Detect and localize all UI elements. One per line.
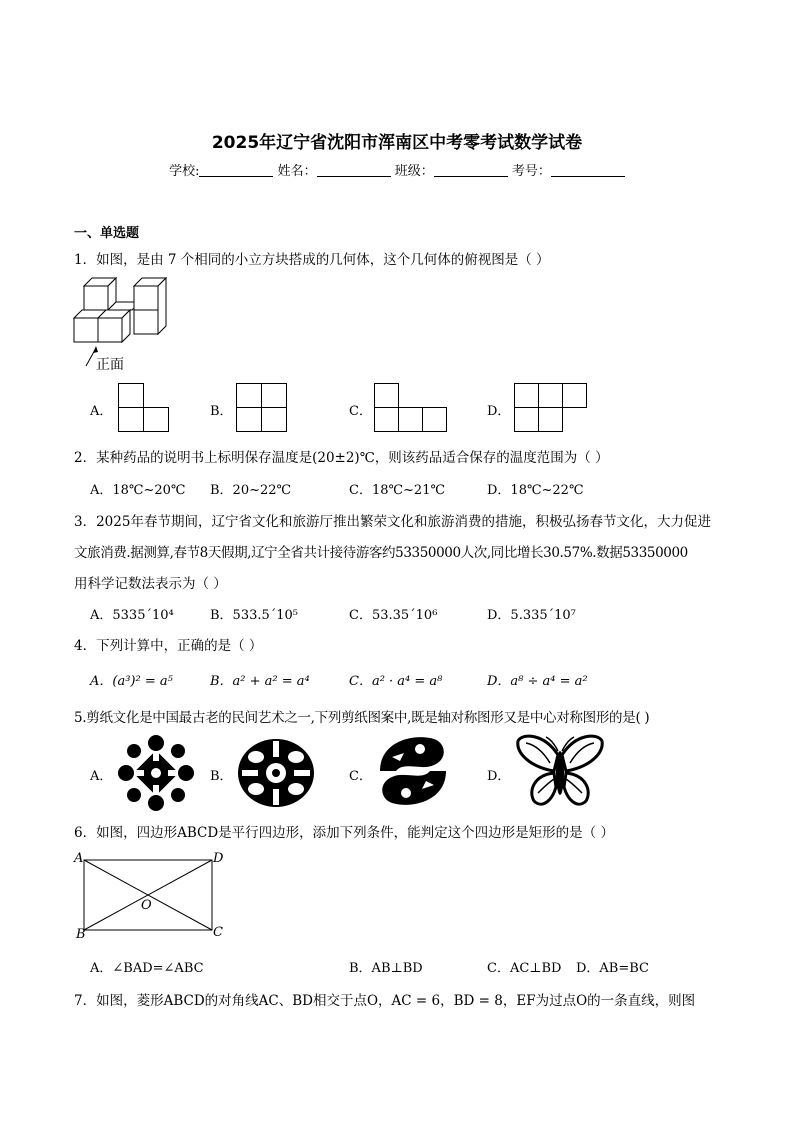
q1-text: 1．如图，是由 7 个相同的小立方块搭成的几何体，这个几何体的俯视图是（ ） xyxy=(74,252,550,268)
q6-option-d[interactable]: D．AB=BC xyxy=(576,961,649,976)
q2-text: 2．某种药品的说明书上标明保存温度是(20±2)℃，则该药品适合保存的温度范围为（ ） xyxy=(74,450,609,466)
q5-option-d-papercut xyxy=(514,731,606,813)
q3-option-a[interactable]: A．5335´10⁴ xyxy=(90,608,174,623)
q5-option-c-papercut xyxy=(374,731,452,811)
front-label: 正面 xyxy=(96,357,124,373)
q5-text: 5.剪纸文化是中国最古老的民间艺术之一,下列剪纸图案中,既是轴对称图形又是中心对称图形的是( ) xyxy=(74,710,650,726)
q1-option-a-figure xyxy=(118,383,170,433)
q6-option-c[interactable]: C．AC⊥BD xyxy=(487,961,562,976)
q6-text: 6．如图，四边形ABCD是平行四边形，添加下列条件，能判定这个四边形是矩形的是（ ） xyxy=(74,825,614,841)
q6-option-b[interactable]: B．AB⊥BD xyxy=(349,961,423,976)
q5-option-a-papercut xyxy=(118,735,194,811)
q2-option-b[interactable]: B．20~22℃ xyxy=(210,483,292,498)
q4-option-c[interactable]: C．a² · a⁴ = a⁸ xyxy=(349,674,443,689)
school-blank[interactable] xyxy=(199,164,273,177)
q1-option-c-figure xyxy=(374,383,450,433)
q5-option-a[interactable]: A． xyxy=(90,769,113,784)
q3-text-line3: 用科学记数法表示为（ ） xyxy=(74,576,227,592)
section-heading: 一、单选题 xyxy=(74,226,140,241)
q2-option-a[interactable]: A．18℃~20℃ xyxy=(90,483,186,498)
q4-text: 4．下列计算中，正确的是（ ） xyxy=(74,638,263,654)
q3-text-line2: 文旅消费.据测算,春节8天假期,辽宁全省共计接待游客约53350000人次,同比增长30.57%.数据53350000 xyxy=(74,545,688,561)
vertex-c-label: C xyxy=(213,925,223,940)
name-label: 姓名： xyxy=(277,164,317,179)
school-label: 学校: xyxy=(169,164,200,179)
q5-option-d[interactable]: D． xyxy=(487,769,511,784)
q7-text: 7．如图，菱形ABCD的对角线AC、BD相交于点O，AC = 6，BD = 8，EF为过点O的一条直线，则图 xyxy=(74,993,696,1009)
q5-option-c[interactable]: C． xyxy=(349,769,372,784)
q5-option-b-papercut xyxy=(236,735,316,811)
vertex-a-label: A xyxy=(74,851,84,866)
number-label: 考号： xyxy=(511,164,551,179)
class-label: 班级： xyxy=(394,164,434,179)
q3-option-b[interactable]: B．533.5´10⁵ xyxy=(210,608,299,623)
class-blank[interactable] xyxy=(434,164,508,177)
q4-option-b[interactable]: B．a² + a² = a⁴ xyxy=(210,674,310,689)
name-blank[interactable] xyxy=(317,164,391,177)
q2-option-c[interactable]: C．18℃~21℃ xyxy=(349,483,446,498)
q3-text-line1: 3．2025年春节期间，辽宁省文化和旅游厅推出繁荣文化和旅游消费的措施，积极弘扬春节文化，大力促进 xyxy=(74,514,711,530)
q2-option-d[interactable]: D．18℃~22℃ xyxy=(487,483,584,498)
q5-option-b[interactable]: B． xyxy=(210,769,233,784)
q1-option-d[interactable]: D． xyxy=(487,404,511,419)
q1-option-b-figure xyxy=(236,383,288,433)
q3-option-d[interactable]: D．5.335´10⁷ xyxy=(487,608,576,623)
student-info-line xyxy=(0,160,794,179)
number-blank[interactable] xyxy=(551,164,625,177)
vertex-d-label: D xyxy=(213,851,224,866)
q4-option-d[interactable]: D．a⁸ ÷ a⁴ = a² xyxy=(487,674,588,689)
q1-option-b[interactable]: B． xyxy=(210,404,233,419)
q1-option-d-figure xyxy=(514,383,590,433)
q1-cube-figure xyxy=(72,276,182,372)
q3-option-c[interactable]: C．53.35´10⁶ xyxy=(349,608,438,623)
q4-option-a[interactable]: A．(a³)² = a⁵ xyxy=(90,674,173,689)
q1-option-c[interactable]: C． xyxy=(349,404,372,419)
page-title: 2025年辽宁省沈阳市浑南区中考零考试数学试卷 xyxy=(211,133,583,153)
q1-option-a[interactable]: A． xyxy=(90,404,113,419)
q6-parallelogram-figure xyxy=(74,850,234,942)
center-o-label: O xyxy=(141,898,152,913)
q6-option-a[interactable]: A．∠BAD=∠ABC xyxy=(90,961,204,976)
vertex-b-label: B xyxy=(76,927,86,942)
